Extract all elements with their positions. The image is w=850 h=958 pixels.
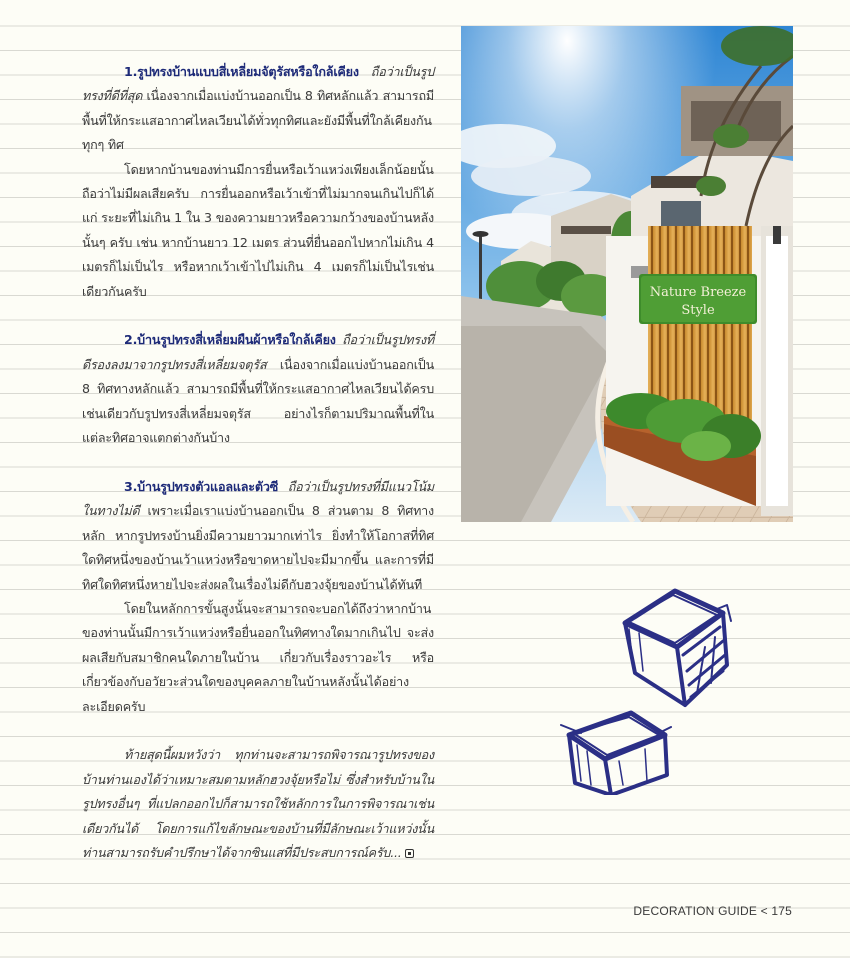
boxes-sketch-icon [555, 585, 735, 795]
section-2-text: เนื่องจากเมื่อแบ่งบ้านออกเป็น 8 ทิศทางหลักแล้ว สามารถมีพื้นที่ให้กระแสอากาศไหลเวียนได้ครบเช่นเดียวกับรูปทรงสี่เหลี่ยมจตุรัส อย่างไรก็ตามปริมาณพื้นที่ในแต่ละทิศอาจแตกต่างกันบ้าง [82, 356, 434, 446]
end-mark-icon [405, 849, 414, 858]
section-3-emphasis: ถือว่าเป็นรูปทรงที่มีแนวโน้มในทางไม่ดี [82, 478, 434, 519]
house-entrance-photo [461, 26, 793, 522]
section-2-emphasis: ถือว่าเป็นรูปทรงที่ดีรองลงมาจากรูปทรงสี่เหลี่ยมจตุรัส [82, 332, 434, 372]
section-1-heading: 1.รูปทรงบ้านแบบสี่เหลี่ยมจัตุรัสหรือใกล้เคียง [124, 64, 359, 79]
sign-text-line2: Style [681, 303, 715, 318]
section-1-paragraph: โดยหากบ้านของท่านมีการยื่นหรือเว้าแหว่งเพียงเล็กน้อยนั้น ถือว่าไม่มีผลเสียครับ การยื่นออกหรือเว้าเข้าที่ไม่มากจนเกินไปก็ได้แก่ ระยะที่ไม่เกิน 1 ใน 3 ของความยาวหรือความกว้างของบ้านหลังนั้นๆ ครับ เช่น หากบ้านยาว 12 เมตร ส่วนที่ยื่นออกไปหากไม่เกิน 4 เมตรก็ไม่เป็นไร หรือหากเว้าเข้าไปไม่เกิน 4 เมตรก็ไม่เป็นไรเช่นเดียวกันครับ [82, 161, 434, 299]
section-3-intro [82, 475, 434, 597]
section-2-intro [82, 328, 434, 450]
section-1-emphasis: ถือว่าเป็นรูปทรงที่ดีที่สุด [82, 64, 434, 104]
section-1-text: เนื่องจากเมื่อแบ่งบ้านออกเป็น 8 ทิศหลักแล้ว สามารถมีพื้นที่ให้กระแสอากาศไหลเวียนได้ทั่วทุกทิศและยังมีพื้นที่ใกล้เคียงกันทุกๆ ทิศ [82, 88, 434, 153]
sign-text-line1: Nature Breeze [649, 285, 747, 300]
closing-text: ท้ายสุดนี้ผมหวังว่า ทุกท่านจะสามารถพิจารณารูปทรงของบ้านท่านเองได้ว่าเหมาะสมตามหลักฮวงจุ้ยหรือไม่ ซึ่งสำหรับบ้านในรูปทรงอื่นๆ ที่แปลกออกไปก็สามารถใช้หลักการในการพิจารณาเช่นเดียวกันได้ โดยการแก้ไขลักษณะของบ้านที่มีลักษณะเว้าแหว่งนั้นท่านสามารถรับคำปรึกษาได้จากซินแสที่มีประสบการณ์ครับ... [82, 747, 434, 860]
section-3-paragraph: โดยในหลักการขั้นสูงนั้นจะสามารถจะบอกได้ถึงว่าหากบ้านของท่านนั้นมีการเว้าแหว่งหรือยื่นออกในทิศทางใดมากเกินไป จะส่งผลเสียกับสมาชิกคนใดภายในบ้าน เกี่ยวกับเรื่องราวอะไร หรือเกี่ยวข้องกับอวัยวะส่วนใดของบุคคลภายในบ้านหลังนั้นได้อย่างละเอียดครับ [82, 600, 434, 714]
closing-paragraph [82, 743, 434, 865]
section-3-heading: 3.บ้านรูปทรงตัวแอลและตัวซี [124, 478, 279, 494]
footer-label: DECORATION GUIDE < [633, 904, 768, 918]
section-3-text: เพราะเมื่อเราแบ่งบ้านออกเป็น 8 ส่วนตาม 8 ทิศทางหลัก หากรูปทรงบ้านยิ่งมีความยาวมากเท่าไร ยิ่งทำให้โอกาสที่ทิศใดทิศหนึ่งของบ้านเว้าแหว่งหรือขาดหายไปจะมีมากขึ้น และการที่มีทิศใดทิศหนึ่งหายไปจะส่งผลในเรื่องไม่ดีกับฮวงจุ้ยของบ้านได้ทันที [82, 503, 434, 592]
page-number: 175 [771, 904, 792, 918]
section-2-heading: 2.บ้านรูปทรงสี่เหลี่ยมผืนผ้าหรือใกล้เคียง [124, 332, 336, 348]
article-column [82, 60, 434, 865]
section-1-intro [82, 60, 434, 158]
page-footer [633, 904, 792, 918]
